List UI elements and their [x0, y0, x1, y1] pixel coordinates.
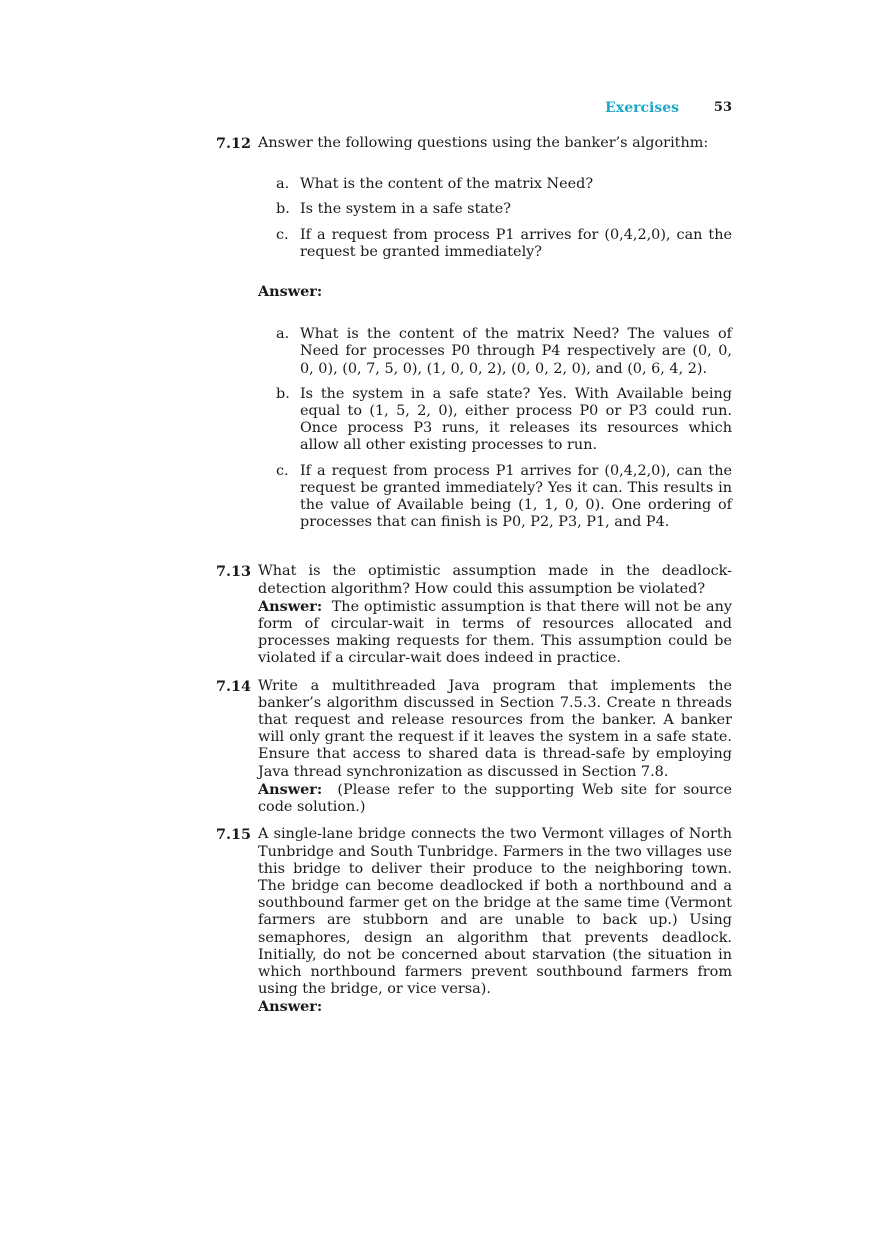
problem-answer	[258, 598, 732, 668]
problem-question: Answer the following questions using the banker’s algorithm:	[258, 135, 709, 151]
item-label: b.	[276, 385, 290, 402]
problem-number: 7.14	[216, 677, 252, 695]
item-label: b.	[276, 201, 290, 218]
problem-answer	[258, 998, 732, 1016]
answer-item	[258, 326, 732, 378]
sub-question	[258, 201, 732, 218]
sub-question-text: What is the content of the matrix Need?	[300, 176, 594, 193]
problem-number: 7.13	[216, 563, 252, 581]
sub-question-text: If a request from process P1 arrives for (0,4,2,0), can the request be granted immediately?	[300, 226, 732, 260]
problem-7-15	[216, 826, 732, 1016]
answer-label: Answer:	[258, 998, 323, 1016]
answer-text: (Please refer to the supporting Web site for source code solution.)	[258, 781, 732, 816]
running-header	[560, 100, 732, 120]
problem-question: What is the optimistic assumption made in the deadlock-detection algorithm? How could this assumption be violated?	[258, 563, 732, 597]
answer-text: Is the system in a safe state? Yes. With Available being equal to (1, 5, 2, 0), either process P0 or P3 could run. Once process P3 runs, it releases its resources which allow all other existing processes to run.	[300, 385, 732, 454]
sub-question-text: Is the system in a safe state?	[300, 201, 511, 218]
item-label: c.	[276, 462, 289, 479]
problem-7-13	[216, 563, 732, 667]
problem-7-14	[216, 678, 732, 817]
answer-text: If a request from process P1 arrives for (0,4,2,0), can the request be granted immediately? Yes it can. This results in the value of Available being (1, 1, 0, 0). One ordering of processes that can finish is P0, P2, P3, P1, and P4.	[300, 462, 732, 531]
problem-question: A single-lane bridge connects the two Vermont villages of North Tunbridge and South Tunbridge. Farmers in the two villages use this bridge to deliver their produce to the neighboring town. The bridge can become deadlocked if both a northbound and a southbound farmer get on the bridge at the same time (Vermont farmers are stubborn and are unable to back up.) Using semaphores, design an algorithm that prevents deadlock. Initially, do not be concerned about starvation (the situation in which northbound farmers prevent southbound farmers from using the bridge, or vice versa).	[258, 826, 732, 998]
problem-number: 7.12	[216, 135, 252, 152]
sub-question	[258, 176, 732, 193]
page-number: 53	[713, 100, 732, 115]
answer-label: Answer:	[258, 283, 323, 301]
answer-text: The optimistic assumption is that there will not be any form of circular-wait in terms of resources allocated and processes making requests for them. This assumption could be violated if a circular-wait does indeed in practice.	[258, 598, 732, 667]
item-label: a.	[276, 176, 290, 193]
section-title: Exercises	[605, 100, 679, 116]
answer-label: Answer:	[258, 780, 323, 798]
item-label: a.	[276, 326, 290, 343]
problem-7-12	[216, 135, 732, 531]
item-label: c.	[276, 226, 289, 243]
problem-answer	[258, 781, 732, 816]
sub-question-list	[258, 176, 732, 261]
answer-item	[258, 463, 732, 532]
problem-number: 7.15	[216, 826, 252, 844]
exercise-list	[216, 135, 732, 1027]
problem-question: Write a multithreaded Java program that implements the banker’s algorithm discussed in Section 7.5.3. Create n threads that request and release resources from the banker. A banker will only grant the request if it leaves the system in a safe state. Ensure that access to shared data is thread-safe by employing Java thread synchronization as discussed in Section 7.8.	[258, 677, 732, 780]
answer-text: What is the content of the matrix Need? The values of Need for processes P0 through P4 respectively are (0, 0, 0, 0), (0, 7, 5, 0), (1, 0, 0, 2), (0, 0, 2, 0), and (0, 6, 4, 2).	[300, 326, 732, 377]
sub-question	[258, 227, 732, 261]
answer-item	[258, 386, 732, 455]
answer-label: Answer:	[258, 597, 323, 615]
answer-list	[258, 326, 732, 531]
spacer	[216, 541, 732, 563]
